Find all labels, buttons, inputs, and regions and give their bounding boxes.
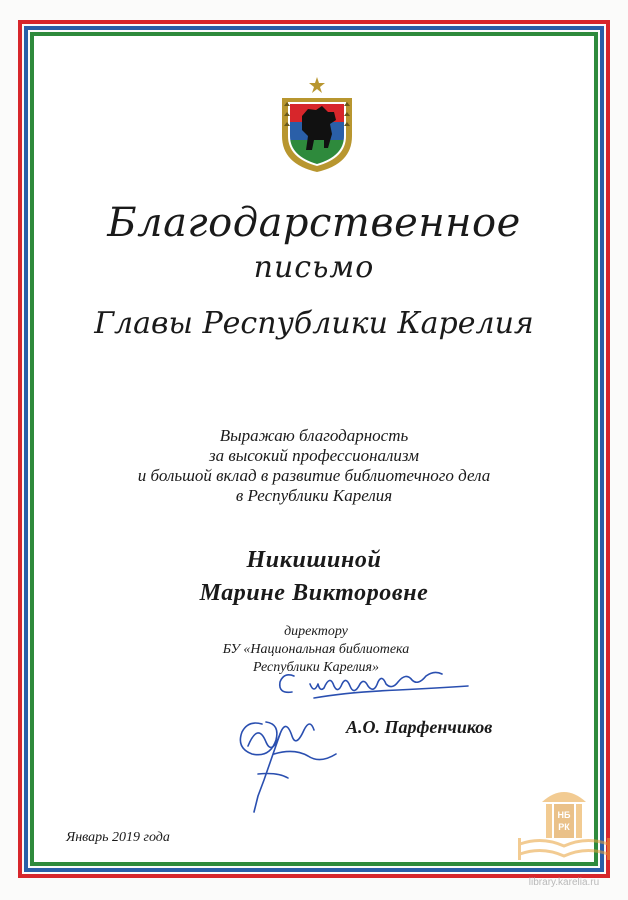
gratitude-line: в Республики Карелия — [235, 486, 393, 505]
recipient-surname: Никишиной — [246, 547, 382, 573]
gratitude-text — [0, 426, 628, 506]
position-line: Республики Карелия» — [252, 660, 380, 675]
position-line: БУ «Национальная библиотека — [222, 642, 410, 657]
svg-text:РК: РК — [558, 822, 570, 832]
gratitude-line: Выражаю благодарность — [219, 426, 409, 445]
coat-of-arms-icon — [278, 76, 356, 174]
gratitude-line: за высокий профессионализм — [209, 446, 419, 465]
signer-name: А.О. Парфенчиков — [346, 717, 493, 737]
title-line-2: письмо — [253, 250, 375, 285]
handwritten-signature — [218, 662, 498, 822]
position-line: директору — [284, 624, 348, 639]
recipient-given-names: Марине Викторовне — [199, 580, 429, 606]
svg-text:НБ: НБ — [557, 810, 571, 820]
gratitude-line: и большой вклад в развитие библиотечного дела — [137, 466, 491, 485]
watermark-site: library.karelia.ru — [528, 877, 600, 888]
title-line-3: Главы Республики Карелия — [94, 306, 534, 341]
title-line-1: Благодарственное — [107, 200, 521, 246]
issue-date: Январь 2019 года — [66, 830, 170, 845]
library-logo-icon — [512, 782, 616, 872]
recipient-name — [0, 544, 628, 610]
